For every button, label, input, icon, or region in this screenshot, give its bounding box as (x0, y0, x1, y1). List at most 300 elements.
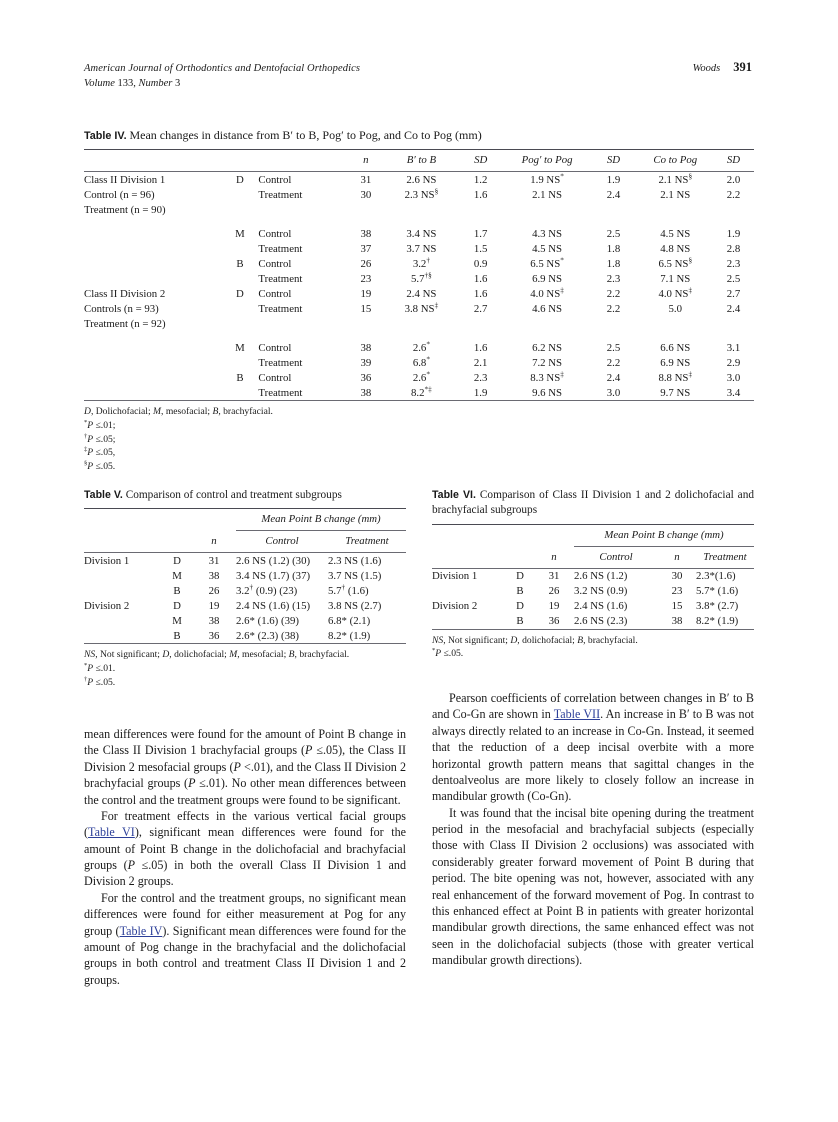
tv-abbrev-d: D (162, 649, 170, 661)
link-table-vi[interactable]: Table VI (88, 825, 135, 840)
significance-marker: ‡ (688, 369, 693, 379)
cell-pog-to-pog: 4.5 NS (532, 242, 563, 255)
row-spacer (84, 331, 754, 340)
cell-pog-to-pog (505, 202, 590, 217)
cell-treatment-type: Treatment (258, 356, 303, 369)
cell-vertical-facial (221, 355, 258, 370)
cell-n: 31 (208, 554, 220, 567)
significance-marker: ‡ (560, 369, 564, 379)
cell-control: 3.2† (0.9) (23) (236, 582, 298, 597)
cell-group (84, 385, 221, 400)
table-row (84, 568, 406, 583)
note-val-1: ≤.01; (93, 419, 116, 431)
cell-vertical-facial (221, 202, 258, 217)
cell-n: 23 (360, 272, 372, 285)
table-row (84, 553, 406, 569)
significance-marker: § (434, 186, 439, 196)
cell-pog-to-pog: 4.6 NS (532, 302, 563, 315)
table-row (84, 271, 754, 286)
cell-b-to-b: 5.7†§ (410, 270, 432, 285)
tvi-th-treatment: Treatment (696, 546, 754, 568)
tv-abbrev-ns-text: , Not significant; (95, 649, 163, 661)
tv-th-blank-2 (162, 531, 192, 553)
paragraph-right-1 (432, 690, 754, 805)
tv-abbrev-ns: NS (84, 649, 96, 661)
table-iv-notes (84, 401, 754, 473)
cell-vertical-facial: B (236, 371, 244, 384)
cell-co-to-pog: 2.1 NS (660, 188, 691, 201)
th-sd-1: SD (474, 154, 488, 167)
tv-sp-blank-3 (192, 509, 236, 531)
cell-division (432, 614, 506, 629)
cell-sd-3 (713, 316, 754, 331)
cell-vertical-facial: D (173, 599, 181, 612)
cell-group: Controls (n = 93) (84, 302, 159, 315)
table-iv-grid (84, 149, 754, 400)
tvi-sp-blank-3 (534, 524, 574, 546)
pr1-a: Pearson coefficients of correlation between changes in B′ to B and Co-Gn are shown in (432, 691, 754, 722)
table-iv-caption-text: Mean changes in distance from B′ to B, Pog′ to Pog, and Co to Pog (mm) (129, 128, 482, 142)
cell-group: Treatment (n = 92) (84, 317, 166, 330)
th-blank-2 (221, 150, 258, 172)
cell-b-to-b: 3.4 NS (406, 227, 437, 240)
abbrev-b-text: , brachyfacial. (218, 406, 273, 418)
table-row (84, 613, 406, 628)
cell-treatment: 2.3*(1.6) (696, 570, 736, 583)
cell-vertical-facial (221, 187, 258, 202)
body-column-right (432, 690, 754, 968)
cell-treatment-type: Control (258, 173, 292, 186)
row-spacer (84, 217, 754, 226)
tvi-abbrev-b-text: , brachyfacial. (583, 634, 638, 646)
cell-b-to-b: 2.3 NS§ (404, 186, 439, 201)
th-co-to-pog: Co to Pog (653, 154, 698, 167)
tv-abbrev-b-text: , brachyfacial. (294, 649, 350, 661)
cell-n: 38 (208, 569, 220, 582)
cell-pog-to-pog: 9.6 NS (532, 386, 563, 399)
abbrev-d-text: , Dolichofacial; (90, 406, 154, 418)
page-number: 391 (733, 60, 752, 74)
table-row (432, 599, 754, 614)
tv-note-p-1: P (87, 662, 94, 674)
cell-co-to-pog: 7.1 NS (660, 272, 691, 285)
table-vi-body (432, 568, 754, 629)
cell-treatment: 8.2* (1.9) (696, 615, 739, 628)
cell-sd-3: 2.5 (726, 272, 741, 285)
cell-group: Class II Division 1 (84, 173, 166, 186)
significance-marker: * (560, 255, 564, 265)
cell-control: 2.4 NS (1.6) (574, 600, 628, 613)
cell-group (84, 355, 221, 370)
table-row (84, 628, 406, 643)
cell-b-to-b: 2.6* (412, 339, 430, 354)
cell-n (346, 316, 387, 331)
cell-sd-3: 3.4 (726, 386, 741, 399)
significance-marker: ‡ (688, 285, 693, 295)
cell-sd-3: 2.2 (726, 188, 741, 201)
cell-pog-to-pog: 8.3 NS‡ (530, 369, 564, 384)
cell-control: 2.4 NS (1.6) (15) (236, 599, 311, 612)
cell-treatment: 3.8* (2.7) (696, 600, 739, 613)
cell-treatment-type (258, 202, 345, 217)
note-p-4: P (87, 460, 94, 472)
cell-sd-1: 1.6 (473, 272, 488, 285)
cell-co-to-pog: 4.0 NS‡ (658, 285, 693, 300)
tvi-note-p-1: P (435, 648, 442, 660)
note-val-2: ≤.05; (93, 433, 116, 445)
cell-sd-3: 2.4 (726, 302, 741, 315)
table-row (84, 385, 754, 400)
tvi-note-marker-asterisk: * (432, 647, 436, 655)
table-v-notes (84, 644, 406, 689)
cell-control: 2.6 NS (1.2) (574, 570, 628, 583)
cell-co-to-pog (638, 316, 713, 331)
table-v-note-2 (84, 676, 406, 690)
table-v-note-1 (84, 662, 406, 676)
cell-n: 36 (208, 629, 220, 642)
table-v-body (84, 553, 406, 644)
pl1-c: <.01), and the Class II Division 2 brachyfacial groups ( (84, 759, 407, 791)
tvi-th-n2: n (658, 546, 696, 568)
table-row (84, 583, 406, 598)
cell-vertical-facial: D (236, 287, 244, 300)
cell-treatment: 8.2* (1.9) (328, 629, 371, 642)
cell-n: 31 (360, 173, 372, 186)
table-vi-grid (432, 524, 754, 629)
cell-sd-1: 1.2 (473, 173, 488, 186)
table-v-caption-text: Comparison of control and treatment subgroups (125, 489, 342, 501)
cell-sd-1 (457, 202, 505, 217)
cell-control: 2.6 NS (1.2) (30) (236, 554, 311, 567)
cell-vertical-facial: M (235, 227, 245, 240)
volume-word: Volume (84, 78, 115, 89)
th-b-to-b: B′ to B (406, 154, 437, 167)
cell-sd-3: 2.0 (726, 173, 741, 186)
cell-n: 30 (360, 188, 372, 201)
tv-th-blank-1 (84, 531, 162, 553)
table-row (84, 241, 754, 256)
cell-treatment: 5.7* (1.6) (696, 585, 739, 598)
cell-division: Division 2 (84, 599, 130, 612)
cell-b-to-b (386, 316, 456, 331)
tvi-th-blank-2 (506, 546, 534, 568)
cell-co-to-pog: 4.8 NS (660, 242, 691, 255)
tv-note-p-2: P (87, 676, 94, 688)
cell-n-control: 36 (548, 615, 560, 628)
cell-sd-2: 1.9 (606, 173, 621, 186)
cell-vertical-facial: M (172, 569, 182, 582)
pl1-p2: P (233, 759, 241, 774)
cell-co-to-pog: 6.9 NS (660, 356, 691, 369)
cell-treatment-type (258, 316, 345, 331)
tvi-abbrev-d: D (510, 634, 518, 646)
cell-n: 15 (360, 302, 372, 315)
table-v-header-row (84, 531, 406, 553)
table-v-spanner-row (84, 509, 406, 531)
tvi-abbrev-b: B (577, 634, 584, 646)
tv-th-control: Control (236, 531, 328, 553)
cell-co-to-pog: 2.1 NS§ (658, 171, 693, 186)
cell-pog-to-pog: 6.2 NS (532, 341, 563, 354)
cell-treatment-type: Control (258, 257, 292, 270)
abbrev-m: M (153, 406, 162, 418)
table-iv-note-3 (84, 446, 754, 460)
cell-control: 3.4 NS (1.7) (37) (236, 569, 311, 582)
pl1-a: mean differences were found for the amount of Point B change in the Class II Division 1 brachyfacial groups ( (84, 727, 406, 758)
table-vi-spanner-row (432, 524, 754, 546)
cell-group: Treatment (n = 90) (84, 203, 166, 216)
link-table-vii[interactable]: Table VII (553, 707, 601, 722)
pl1-p3: P (188, 776, 196, 791)
cell-n-control: 31 (548, 570, 560, 583)
cell-sd-3: 2.8 (726, 242, 741, 255)
pl1-p1: P (305, 743, 313, 758)
cell-group (84, 226, 221, 241)
cell-division: Division 2 (432, 600, 478, 613)
th-pog-to-pog: Pog′ to Pog (521, 154, 573, 167)
cell-pog-to-pog: 6.5 NS* (530, 255, 564, 270)
table-iv-label: Table IV. (84, 130, 127, 142)
note-marker-dagger: † (84, 432, 88, 440)
cell-treatment-type: Control (258, 371, 292, 384)
volume-issue: Volume 133, Number 3 (84, 78, 181, 89)
tv-abbrev-m: M (229, 649, 238, 661)
cell-sd-2: 1.8 (606, 257, 621, 270)
paragraph-left-2 (84, 808, 406, 890)
tvi-abbrev-ns: NS (432, 634, 444, 646)
cell-treatment-type: Control (258, 227, 292, 240)
cell-treatment-type: Treatment (258, 272, 303, 285)
cell-sd-1: 1.9 (473, 386, 488, 399)
cell-co-to-pog: 8.8 NS‡ (658, 369, 693, 384)
cell-division: Division 1 (432, 570, 478, 583)
tv-note-val-2: ≤.05. (93, 676, 116, 688)
cell-vertical-facial: M (235, 341, 245, 354)
paragraph-right-2: It was found that the incisal bite opening during the treatment period in the mesofacial and brachyfacial subjects (especially those with Class II Division 2 occlusions) was associated with considerably greater forward movement of Point B during that period. The bite opening was not, however, associated with any real enhancement of the forward movement of Pog. In contrast to this enhanced effect at Point B in patients with greater horizontal mandibular growth directions, the same enhanced effect was not seen in the dolichofacial subjects (those with greater vertical mandibular growth directions). (432, 805, 754, 967)
pl3-a: For the control and the treatment groups, no significant mean differences were found for either measurement at Pog for any group ( (84, 890, 406, 938)
note-marker-asterisk: * (84, 418, 88, 426)
table-iv-caption (84, 128, 754, 144)
table-row (84, 187, 754, 202)
table-vi-caption-text: Comparison of Class II Division 1 and 2 dolichofacial and brachyfacial subgroups (432, 489, 754, 517)
cell-co-to-pog: 5.0 (668, 302, 683, 315)
pl2-p1: P (127, 858, 135, 872)
body-column-left (84, 726, 406, 988)
tvi-th-n1: n (551, 550, 557, 563)
significance-marker: * (426, 369, 430, 379)
cell-group: Control (n = 96) (84, 188, 155, 201)
significance-marker: ‡ (560, 285, 564, 295)
cell-n-control: 26 (548, 585, 560, 598)
pl3-b: ). Significant mean differences were found for the amount of Pog change in the brachyfacial and the dolichofacial groups in both control and treatment Class II Division 1 and 2 groups. (84, 923, 407, 987)
tv-th-treatment: Treatment (328, 531, 406, 553)
cell-vertical-facial (221, 385, 258, 400)
th-sd-2: SD (606, 154, 621, 167)
running-head (84, 60, 752, 89)
abbrev-b: B (212, 406, 219, 418)
cell-sd-2: 2.5 (606, 341, 621, 354)
cell-vertical-facial: B (516, 585, 524, 598)
cell-group (84, 340, 221, 355)
table-vi-caption (432, 488, 754, 519)
th-sd-3: SD (726, 154, 741, 167)
table-vi-header-row (432, 546, 754, 568)
note-val-4: ≤.05. (93, 460, 116, 472)
cell-division (432, 584, 506, 599)
cell-sd-2: 3.0 (606, 386, 621, 399)
cell-group (84, 370, 221, 385)
table-vi-note-1 (432, 647, 754, 661)
note-marker-ddagger: ‡ (84, 445, 88, 453)
cell-sd-3: 2.3 (726, 257, 741, 270)
cell-sd-2: 2.2 (606, 356, 621, 369)
tv-sp-blank-1 (84, 509, 162, 531)
cell-co-to-pog: 6.5 NS§ (658, 255, 693, 270)
cell-pog-to-pog: 1.9 NS* (530, 171, 564, 186)
table-iv-note-2 (84, 433, 754, 447)
cell-b-to-b: 6.8* (412, 354, 430, 369)
cell-sd-1: 1.6 (473, 341, 488, 354)
table-row (84, 202, 754, 217)
cell-sd-1: 2.1 (473, 356, 488, 369)
cell-b-to-b: 3.7 NS (406, 242, 437, 255)
cell-treatment-type: Control (258, 287, 292, 300)
cell-division (84, 568, 162, 583)
cell-sd-2: 2.4 (606, 188, 621, 201)
cell-treatment-type: Treatment (258, 188, 303, 201)
cell-vertical-facial: M (172, 614, 182, 627)
tv-abbrev-m-text: , mesofacial; (237, 649, 289, 661)
cell-sd-2: 2.2 (606, 287, 621, 300)
cell-sd-1: 1.6 (473, 287, 488, 300)
note-p-1: P (87, 419, 94, 431)
cell-co-to-pog: 6.6 NS (660, 341, 691, 354)
cell-treatment-type: Treatment (258, 242, 303, 255)
table-row (432, 614, 754, 629)
cell-division (84, 628, 162, 643)
cell-sd-3: 3.1 (726, 341, 741, 354)
table-row (84, 286, 754, 301)
cell-n: 26 (360, 257, 372, 270)
tv-note-marker-asterisk: * (84, 661, 88, 669)
cell-vertical-facial (221, 316, 258, 331)
significance-marker: § (688, 255, 693, 265)
cell-n-treatment: 15 (671, 600, 683, 613)
cell-sd-1: 1.5 (473, 242, 488, 255)
significance-marker: § (688, 171, 693, 181)
cell-control: 2.6* (1.6) (39) (236, 614, 299, 627)
tvi-th-blank-1 (432, 546, 506, 568)
pl1-d: ≤.01). No other mean differences between the control and the treatment groups were found to be significant. (84, 776, 406, 807)
cell-pog-to-pog: 4.0 NS‡ (530, 285, 564, 300)
cell-group: Class II Division 2 (84, 287, 166, 300)
cell-sd-2: 2.4 (606, 371, 621, 384)
tv-note-marker-dagger: † (84, 675, 88, 683)
cell-b-to-b: 2.6 NS (406, 173, 437, 186)
tvi-th-control: Control (574, 546, 658, 568)
cell-group (84, 241, 221, 256)
cell-sd-3: 3.0 (726, 371, 741, 384)
cell-vertical-facial (221, 301, 258, 316)
pl1-b: ≤.05), the Class II Division 2 mesofacial groups ( (84, 743, 406, 774)
tv-note-val-1: ≤.01. (93, 662, 116, 674)
cell-vertical-facial (221, 241, 258, 256)
cell-pog-to-pog: 6.9 NS (532, 272, 563, 285)
cell-b-to-b (386, 202, 456, 217)
cell-vertical-facial (221, 271, 258, 286)
cell-sd-3: 2.7 (726, 287, 741, 300)
table-iv-header-row (84, 150, 754, 172)
cell-n: 36 (360, 371, 372, 384)
table-vi-spanner: Mean Point B change (mm) (604, 528, 724, 541)
link-table-iv[interactable]: Table IV (119, 923, 163, 938)
pl2-b: ), significant mean differences were found for the amount of Point B change in the dolichofacial and brachyfacial groups ( (84, 825, 406, 872)
cell-n: 19 (360, 287, 372, 300)
cell-co-to-pog: 9.7 NS (660, 386, 691, 399)
cell-n: 38 (208, 614, 220, 627)
cell-division (84, 583, 162, 598)
cell-vertical-facial: D (516, 600, 524, 613)
note-p-3: P (87, 447, 94, 459)
tvi-sp-blank-1 (432, 524, 506, 546)
cell-b-to-b: 3.2† (412, 255, 430, 270)
cell-vertical-facial: B (173, 629, 181, 642)
cell-sd-1: 1.7 (473, 227, 488, 240)
table-row (84, 598, 406, 613)
cell-pog-to-pog (505, 316, 590, 331)
table-iv-note-4 (84, 460, 754, 474)
table-iv-note-abbrev (84, 405, 754, 419)
table-row (432, 584, 754, 599)
tv-abbrev-d-text: , dolichofacial; (169, 649, 230, 661)
significance-marker: * (426, 339, 430, 349)
table-row (84, 316, 754, 331)
cell-treatment: 3.7 NS (1.5) (328, 569, 382, 582)
table-v-caption (84, 488, 406, 503)
cell-pog-to-pog: 4.3 NS (532, 227, 563, 240)
significance-marker: † (426, 255, 430, 265)
cell-b-to-b: 2.6* (412, 369, 430, 384)
significance-marker: † (341, 582, 346, 592)
cell-b-to-b: 2.4 NS (406, 287, 437, 300)
table-row (84, 256, 754, 271)
table-row (84, 340, 754, 355)
cell-pog-to-pog: 2.1 NS (532, 188, 563, 201)
journal-title: American Journal of Orthodontics and Dentofacial Orthopedics (84, 63, 361, 74)
table-row (84, 355, 754, 370)
cell-co-to-pog (638, 202, 713, 217)
abbrev-m-text: , mesofacial; (161, 406, 213, 418)
cell-sd-3: 2.9 (726, 356, 741, 369)
significance-marker: * (560, 171, 564, 181)
table-v-spanner: Mean Point B change (mm) (261, 513, 381, 526)
table-v-note-abbrev (84, 648, 406, 662)
cell-sd-3: 1.9 (726, 227, 741, 240)
th-blank-1 (84, 150, 221, 172)
tv-abbrev-b: B (288, 649, 295, 661)
cell-n: 39 (360, 356, 372, 369)
table-row (84, 301, 754, 316)
pl2-c: ≤.05) in both the overall Class II Division 1 and Division 2 groups. (84, 858, 406, 889)
significance-marker: †§ (424, 270, 432, 280)
cell-sd-2: 2.5 (606, 227, 621, 240)
cell-n-treatment: 23 (671, 585, 683, 598)
tvi-abbrev-ns-text: , Not significant; (443, 634, 511, 646)
table-iv-note-1 (84, 419, 754, 433)
table-row (84, 172, 754, 188)
cell-treatment: 5.7† (1.6) (328, 582, 369, 597)
cell-sd-2: 2.2 (606, 302, 621, 315)
